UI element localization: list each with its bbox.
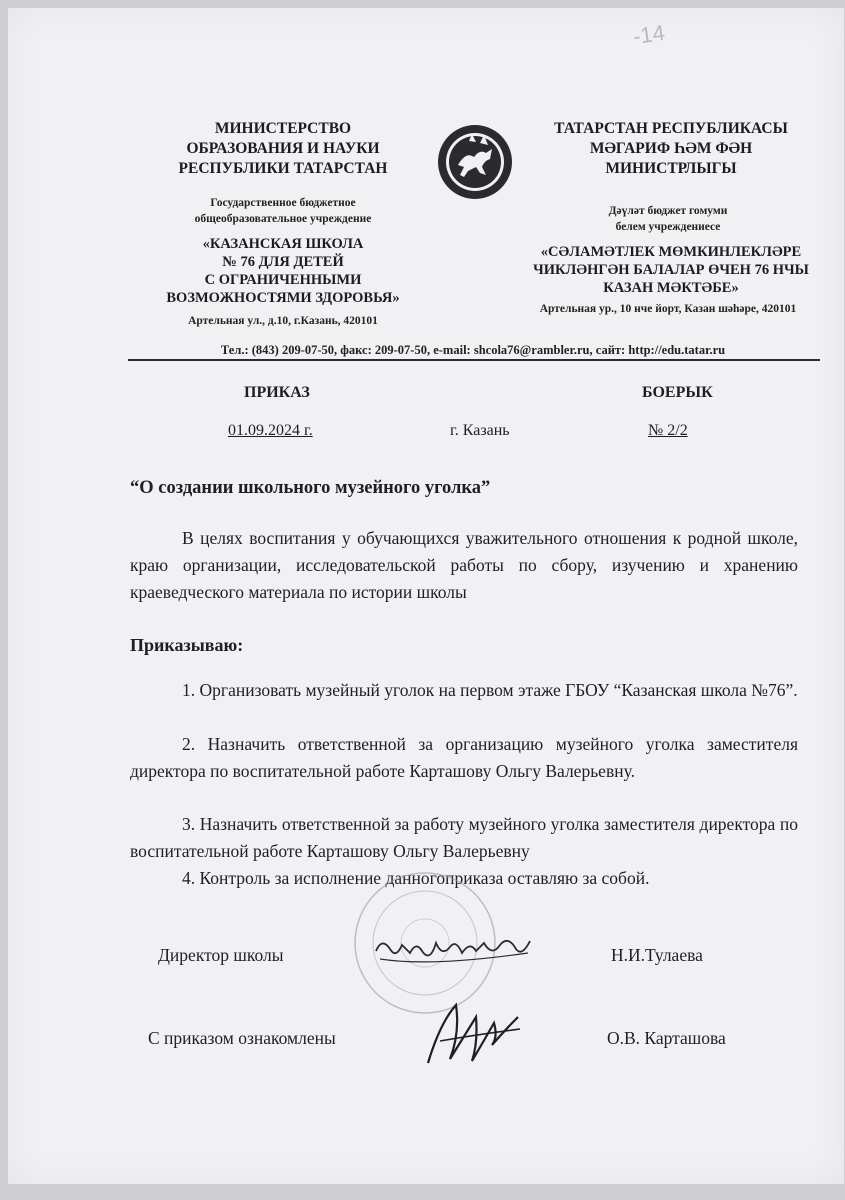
acknowledged-label: С приказом ознакомлены — [148, 1028, 336, 1048]
order-label-ru: ПРИКАЗ — [244, 384, 310, 401]
directive-heading: Приказываю: — [130, 635, 244, 655]
acknowledger-name: О.В. Карташова — [607, 1028, 726, 1048]
order-title: “О создании школьного музейного уголка” — [130, 478, 491, 498]
school-name-tt: «СӘЛАМӘТЛЕК МӨМКИНЛЕКЛӘРЕ ЧИКЛӘНГӘН БАЛАЛАР ӨЧЕН 76 НЧЫ КАЗАН МӘКТӘБЕ» — [533, 244, 809, 296]
director-signature-icon — [370, 923, 540, 973]
contacts-line: Тел.: (843) 209-07-50, факс: 209-07-50, e-mail: shcola76@rambler.ru, сайт: http://edu.tatar.ru — [220, 343, 726, 357]
order-number: № 2/2 — [648, 422, 688, 439]
order-item-1: 1. Организовать музейный уголок на первом этаже ГБОУ “Казанская школа №76”. — [182, 680, 798, 700]
school-name-ru: «КАЗАНСКАЯ ШКОЛА № 76 ДЛЯ ДЕТЕЙ С ОГРАНИЧЕННЫМИ ВОЗМОЖНОСТЯМИ ЗДОРОВЬЯ» — [166, 236, 400, 306]
preamble: В целях воспитания у обучающихся уважительного отношения к родной школе, краю организации, исследовательской работы по сбору, изучению и хранению краеведческого материала по истории школы — [130, 528, 798, 602]
director-name: Н.И.Тулаева — [611, 945, 703, 965]
tatarstan-emblem-icon — [436, 121, 514, 203]
acknowledger-signature-icon — [420, 993, 530, 1073]
order-item-2: 2. Назначить ответственной за организацию музейного уголка заместителя директора по воспитательной работе Карташову Ольгу Валерьевну. — [130, 734, 798, 781]
header-divider — [128, 359, 820, 361]
order-item-3: 3. Назначить ответственной за работу музейного уголка заместителя директора по воспитательной работе Карташову Ольгу Валерьевну — [130, 814, 798, 861]
ministry-ru: МИНИСТЕРСТВО ОБРАЗОВАНИЯ И НАУКИ РЕСПУБЛИКИ ТАТАРСТАН — [178, 120, 388, 177]
order-item-4: 4. Контроль за исполнение данногоприказа оставляю за собой. — [182, 868, 650, 888]
ministry-tt: ТАТАРСТАН РЕСПУБЛИКАСЫ МӘГАРИФ ҺӘМ ФӘН МИНИСТРЛЫГЫ — [554, 120, 788, 177]
order-label-tt: БОЕРЫК — [642, 384, 713, 401]
institution-type-tt: Дәүләт бюджет гомуми белем учреждениесе — [608, 205, 728, 233]
address-ru: Артельная ул., д.10, г.Казань, 420101 — [188, 315, 378, 327]
order-city: г. Казань — [450, 422, 510, 439]
order-date: 01.09.2024 г. — [228, 422, 313, 439]
institution-type-ru: Государственное бюджетное общеобразовательное учреждение — [194, 197, 372, 225]
document-sheet — [8, 8, 844, 1184]
address-tt: Артельная ур., 10 нче йорт, Казан шәһәре, 420101 — [539, 303, 797, 315]
page-corner-mark: -14 — [631, 19, 667, 50]
director-label: Директор школы — [158, 945, 284, 965]
